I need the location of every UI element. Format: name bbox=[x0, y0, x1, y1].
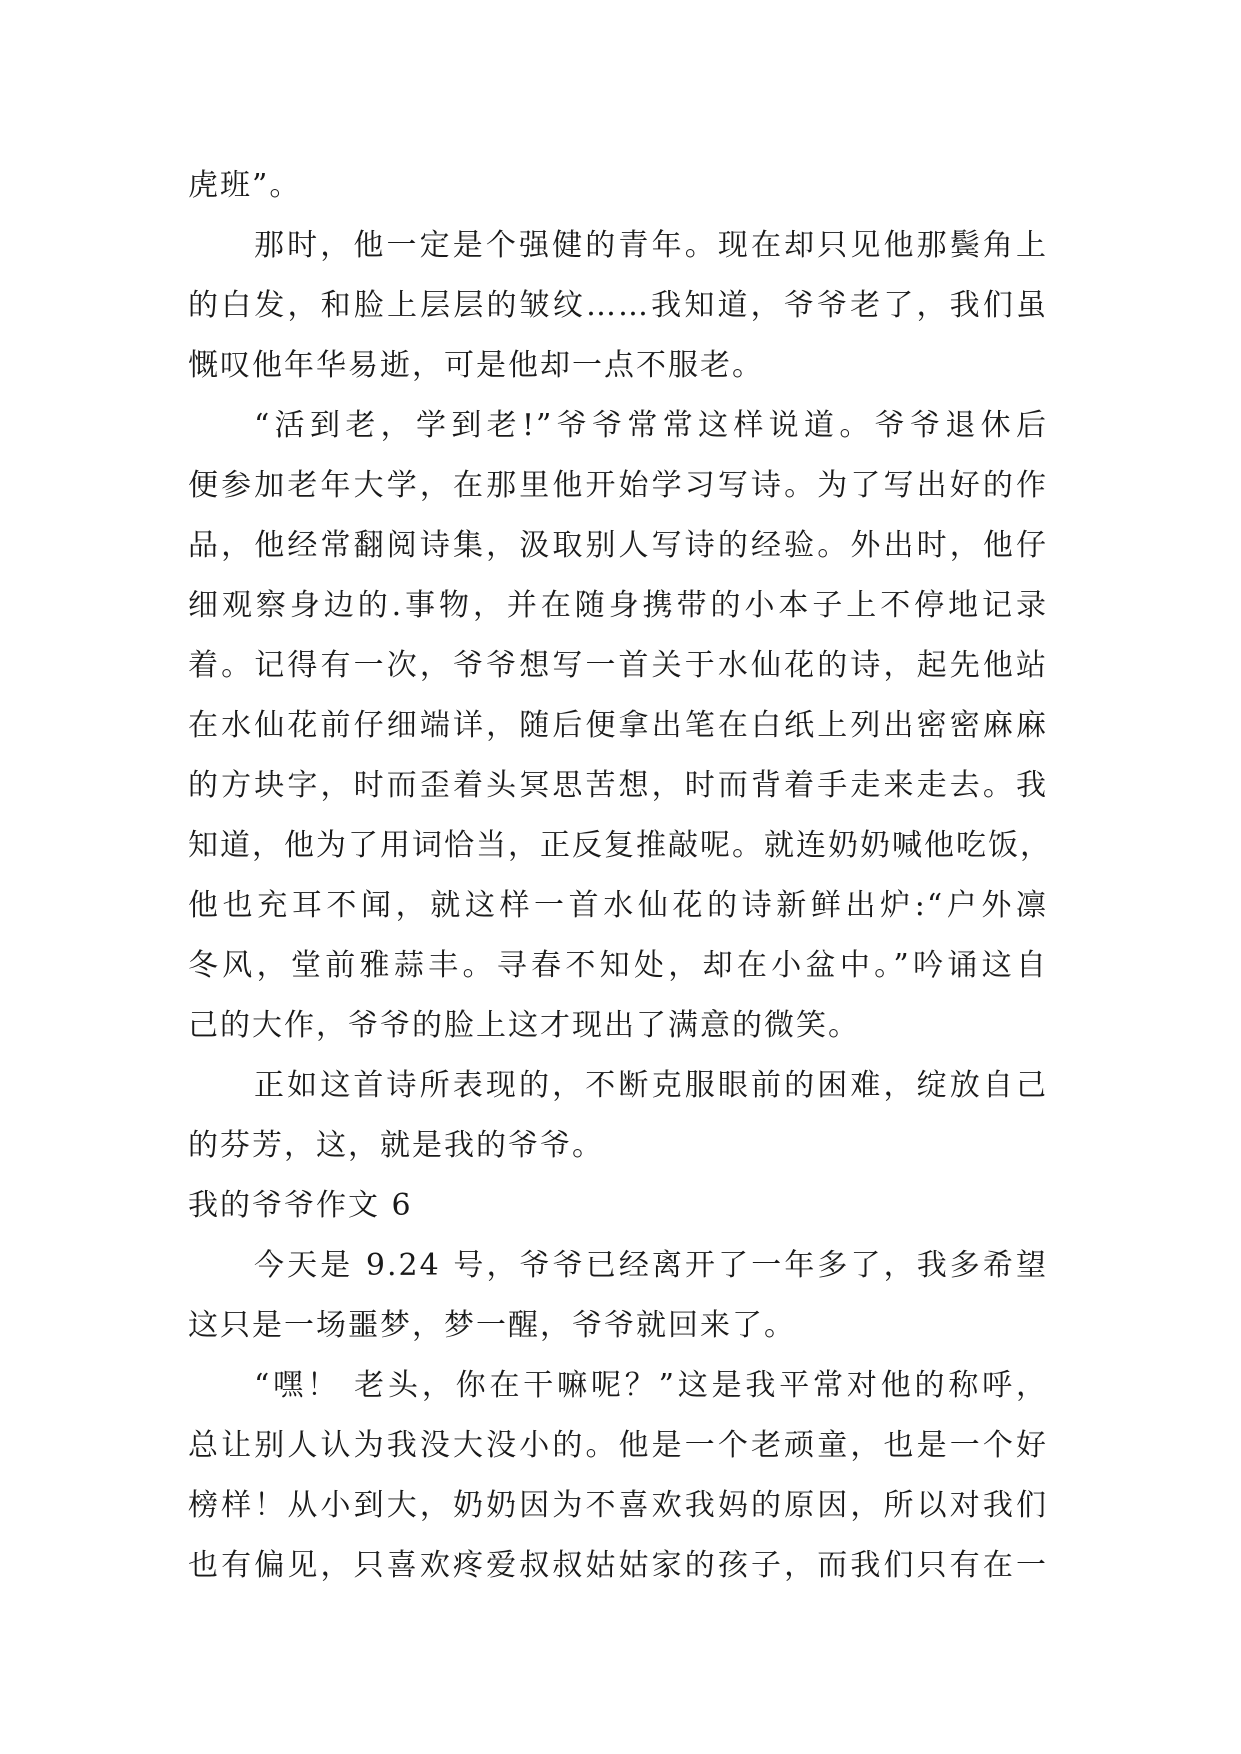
text-line: 这只是一场噩梦，梦一醒，爷爷就回来了。 bbox=[188, 1308, 796, 1343]
text-line: “活到老，学到老!”爷爷常常这样说道。爷爷退休后 bbox=[254, 408, 1048, 443]
text-line: 榜样！从小到大，奶奶因为不喜欢我妈的原因，所以对我们 bbox=[188, 1488, 1048, 1523]
text-line: 着。记得有一次，爷爷想写一首关于水仙花的诗，起先他站 bbox=[188, 648, 1048, 683]
text-line: 的白发，和脸上层层的皱纹……我知道，爷爷老了，我们虽 bbox=[188, 288, 1048, 323]
text-line: 的方块字，时而歪着头冥思苦想，时而背着手走来走去。我 bbox=[188, 768, 1048, 803]
paragraph-date bbox=[188, 1236, 1048, 1356]
text-line: “嘿！ 老头，你在干嘛呢？”这是我平常对他的称呼， bbox=[254, 1368, 1048, 1403]
text-line: 虎班”。 bbox=[188, 168, 302, 203]
text-line: 的芬芳，这，就是我的爷爷。 bbox=[188, 1128, 604, 1163]
text-line: 在水仙花前仔细端详，随后便拿出笔在白纸上列出密密麻麻 bbox=[188, 708, 1048, 743]
text-line: 知道，他为了用词恰当，正反复推敲呢。就连奶奶喊他吃饭， bbox=[188, 828, 1052, 863]
text-line: 他也充耳不闻，就这样一首水仙花的诗新鲜出炉:“户外凛 bbox=[188, 888, 1048, 923]
section-title: 我的爷爷作文 6 bbox=[188, 1188, 413, 1223]
paragraph-learning bbox=[188, 396, 1052, 1056]
paragraph-conclusion bbox=[188, 1056, 1048, 1176]
paragraph-old-man bbox=[188, 1356, 1048, 1596]
text-line: 也有偏见，只喜欢疼爱叔叔姑姑家的孩子，而我们只有在一 bbox=[188, 1548, 1048, 1583]
text-line: 己的大作，爷爷的脸上这才现出了满意的微笑。 bbox=[188, 1008, 860, 1043]
text-line: 细观察身边的.事物，并在随身携带的小本子上不停地记录 bbox=[188, 588, 1048, 623]
document-body bbox=[188, 156, 1052, 1596]
text-line: 便参加老年大学，在那里他开始学习写诗。为了写出好的作 bbox=[188, 468, 1048, 503]
text-line: 慨叹他年华易逝，可是他却一点不服老。 bbox=[188, 348, 764, 383]
text-line: 总让别人认为我没大没小的。他是一个老顽童，也是一个好 bbox=[188, 1428, 1048, 1463]
text-line: 冬风，堂前雅蒜丰。寻春不知处，却在小盆中。”吟诵这自 bbox=[188, 948, 1048, 983]
text-line: 品，他经常翻阅诗集，汲取别人写诗的经验。外出时，他仔 bbox=[188, 528, 1048, 563]
text-line: 今天是 9.24 号，爷爷已经离开了一年多了，我多希望 bbox=[254, 1248, 1048, 1283]
paragraph-continued bbox=[188, 156, 1048, 216]
text-line: 那时，他一定是个强健的青年。现在却只见他那鬓角上 bbox=[254, 228, 1048, 263]
text-line: 正如这首诗所表现的，不断克服眼前的困难，绽放自己 bbox=[254, 1068, 1048, 1103]
paragraph-strong-youth bbox=[188, 216, 1048, 396]
